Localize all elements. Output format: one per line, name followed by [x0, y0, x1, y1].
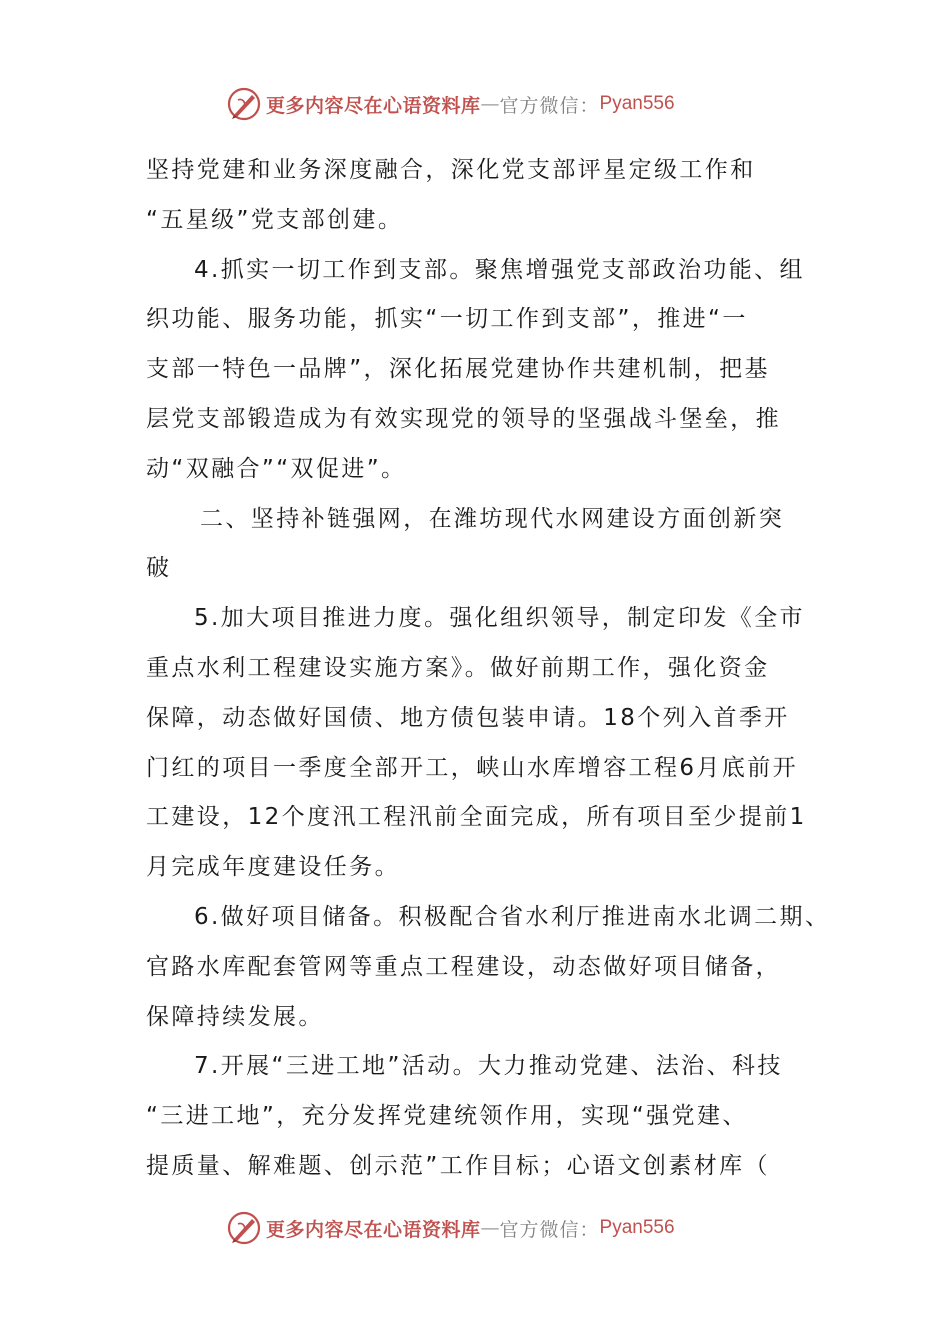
section-heading-cont: 破	[146, 555, 172, 582]
text-line: 4.抓实一切工作到支部。聚焦增强党支部政治功能、组	[194, 256, 805, 283]
watermark-sub-text: 官方微信：	[499, 94, 600, 117]
text-line: 保障持续发展。	[146, 1003, 324, 1030]
watermark-dash: —	[480, 1217, 500, 1239]
text-line: 官路水库配套管网等重点工程建设，动态做好项目储备，	[146, 953, 781, 980]
footer-watermark	[226, 1208, 746, 1248]
text-line: 5.加大项目推进力度。强化组织领导，制定印发《全市	[194, 605, 805, 632]
text-line: 重点水利工程建设实施方案》。做好前期工作，强化资金	[146, 654, 770, 681]
text-line: 织功能、服务功能，抓实“一切工作到支部”，推进“一	[146, 306, 748, 333]
text-line: “三进工地”，充分发挥党建统领作用，实现“强党建、	[146, 1103, 748, 1130]
text-line: “五星级”党支部创建。	[146, 206, 404, 233]
text-line: 6.做好项目储备。积极配合省水利厅推进南水北调二期、	[194, 903, 831, 930]
watermark-wechat-id: Pyan556	[599, 93, 675, 114]
watermark-main-text: 更多内容尽在心语资料库	[266, 1218, 481, 1241]
header-watermark	[226, 84, 746, 124]
pen-logo-icon	[226, 86, 262, 122]
text-line: 支部一特色一品牌”，深化拓展党建协作共建机制，把基	[146, 356, 770, 383]
text-line: 提质量、解难题、创示范”工作目标；心语文创素材库（	[146, 1152, 770, 1179]
watermark-wechat-id: Pyan556	[599, 1217, 675, 1238]
text-line: 保障，动态做好国债、地方债包装申请。18个列入首季开	[146, 704, 790, 731]
pen-logo-icon	[226, 1210, 262, 1246]
section-heading: 二、坚持补链强网，在潍坊现代水网建设方面创新突	[200, 505, 785, 532]
text-line: 工建设，12个度汛工程汛前全面完成，所有项目至少提前1	[146, 804, 807, 831]
text-line: 门红的项目一季度全部开工，峡山水库增容工程6月底前开	[146, 754, 799, 781]
text-line: 坚持党建和业务深度融合，深化党支部评星定级工作和	[146, 157, 756, 183]
watermark-sub-text: 官方微信：	[499, 1218, 600, 1241]
document-body	[146, 146, 831, 1192]
watermark-dash: —	[480, 93, 500, 115]
text-line: 月完成年度建设任务。	[146, 854, 400, 881]
watermark-main-text: 更多内容尽在心语资料库	[266, 94, 481, 117]
text-line: 动“双融合”“双促进”。	[146, 455, 407, 482]
text-line: 层党支部锻造成为有效实现党的领导的坚强战斗堡垒，推	[146, 405, 781, 432]
text-line: 7.开展“三进工地”活动。大力推动党建、法治、科技	[194, 1053, 783, 1080]
